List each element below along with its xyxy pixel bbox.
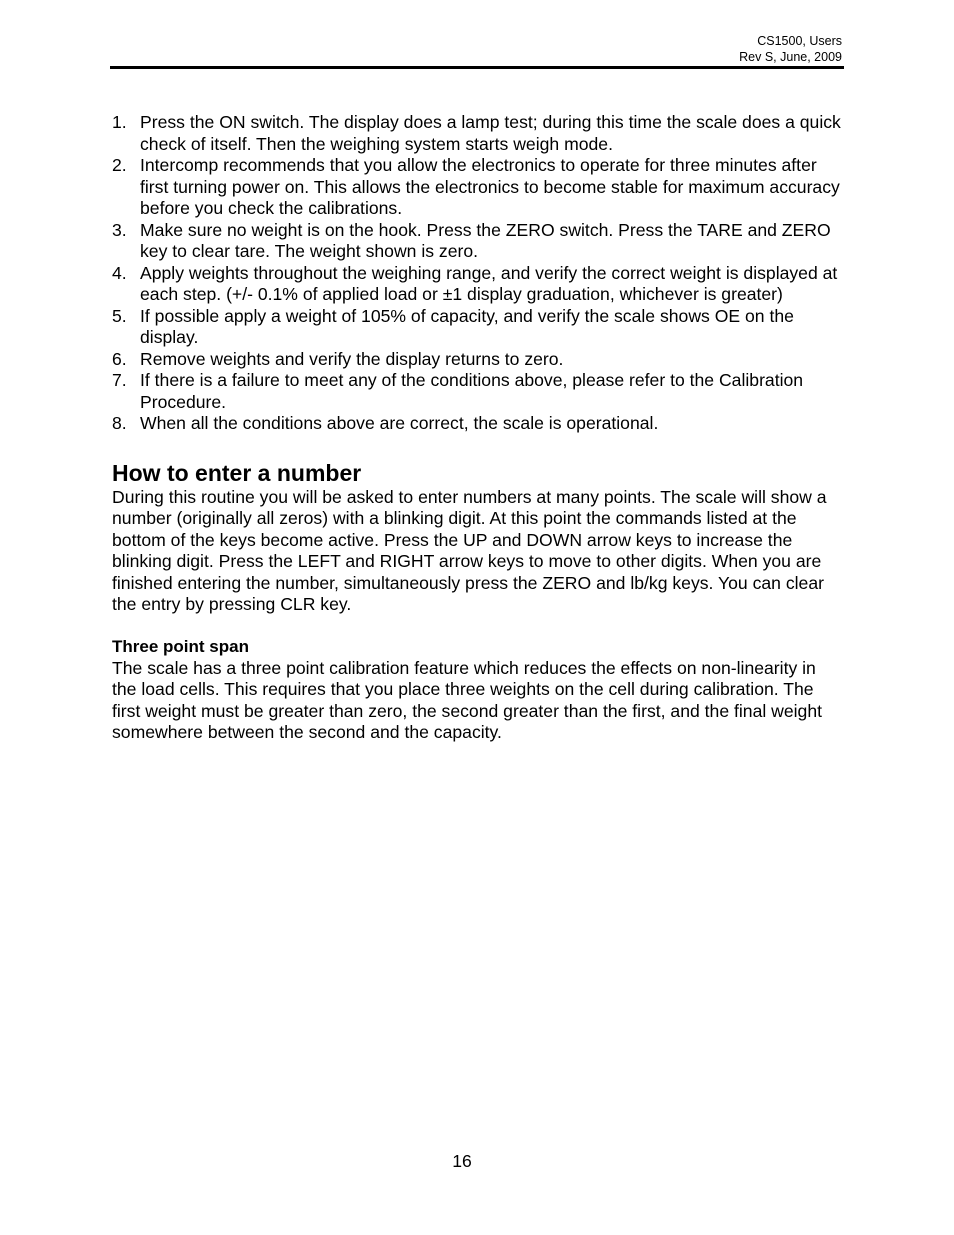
header-revision: Rev S, June, 2009 — [739, 50, 842, 64]
list-item — [112, 155, 844, 220]
list-item-text: Make sure no weight is on the hook. Press the ZERO switch. Press the TARE and ZERO key to clear tare. The weight shown is zero. — [140, 219, 831, 261]
header-doc-title: CS1500, Users — [757, 34, 842, 48]
list-item — [112, 349, 844, 371]
list-item-text: If there is a failure to meet any of the conditions above, please refer to the Calibration Procedure. — [140, 370, 804, 412]
list-item-text: If possible apply a weight of 105% of capacity, and verify the scale shows OE on the display. — [140, 305, 794, 347]
page-content — [112, 112, 844, 744]
list-item-number: 3. — [112, 219, 127, 240]
list-item-text: Press the ON switch. The display does a lamp test; during this time the scale does a quick check of itself. Then the weighing system starts weigh mode. — [140, 112, 841, 154]
subsection-heading: Three point span — [112, 636, 249, 656]
list-item — [112, 370, 844, 413]
list-item-number: 1. — [112, 112, 127, 132]
list-item-number: 8. — [112, 413, 127, 433]
list-item-text: Intercomp recommends that you allow the electronics to operate for three minutes after first turning power on. This allows the electronics to become stable for maximum accuracy before you check the calibrations. — [140, 155, 840, 218]
page-header — [739, 33, 842, 65]
list-item-number: 4. — [112, 262, 127, 283]
list-item-number: 5. — [112, 305, 127, 326]
list-item-text: Remove weights and verify the display returns to zero. — [140, 348, 564, 369]
page-number: 16 — [452, 1151, 472, 1171]
header-rule — [110, 66, 844, 69]
section-body: During this routine you will be asked to enter numbers at many points. The scale will show a number (originally all zeros) with a blinking digit. At this point the commands listed at the bottom of the keys become active. Press the UP and DOWN arrow keys to increase the blinking digit. Press the LEFT and RIGHT arrow keys to move to other digits. When you are finished entering the number, simultaneously press the ZERO and lb/kg keys. You can clear the entry by pressing CLR key. — [112, 486, 827, 614]
list-item — [112, 306, 844, 349]
list-item-text: When all the conditions above are correct, the scale is operational. — [140, 413, 659, 433]
list-item — [112, 112, 844, 155]
list-item — [112, 413, 844, 435]
procedure-steps-list — [112, 112, 844, 435]
list-item-text: Apply weights throughout the weighing range, and verify the correct weight is displayed at each step. (+/- 0.1% of applied load or ±1 display graduation, whichever is greater) — [140, 262, 838, 304]
list-item-number: 7. — [112, 370, 127, 390]
list-item-number: 2. — [112, 155, 127, 175]
section-heading: How to enter a number — [112, 459, 362, 486]
list-item-number: 6. — [112, 348, 127, 369]
list-item — [112, 220, 844, 263]
list-item — [112, 263, 844, 306]
subsection-body: The scale has a three point calibration feature which reduces the effects on non-linearity in the load cells. This requires that you place three weights on the cell during calibration. The first weight must be greater than zero, the second greater than the first, and the final weight somewhere between the second and the capacity. — [112, 657, 823, 742]
